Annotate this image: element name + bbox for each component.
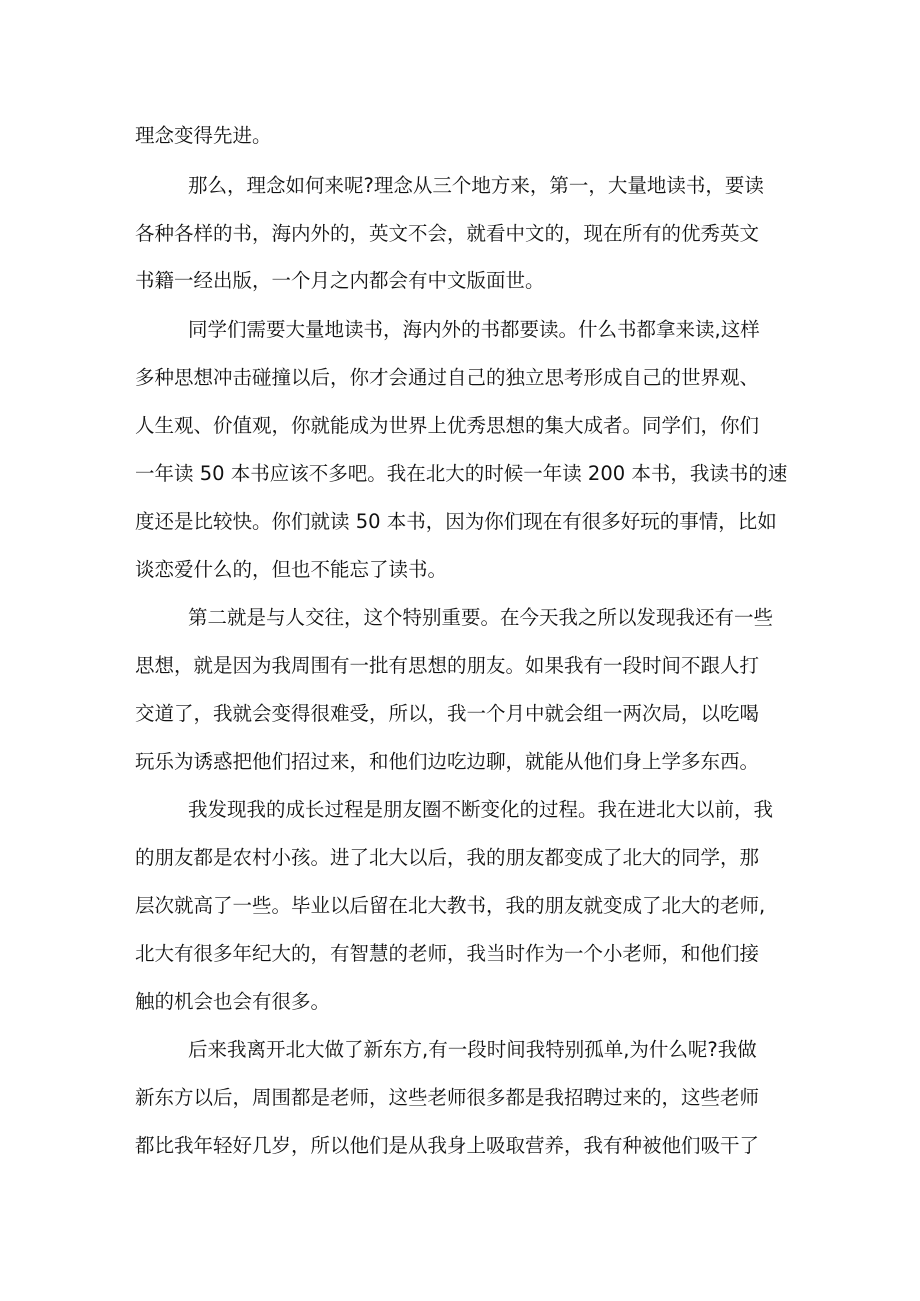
text-line: 各种各样的书，海内外的，英文不会，就看中文的，现在所有的优秀英文 [135, 222, 760, 245]
text-line: 一年读 50 本书应该不多吧。我在北大的时候一年读 200 本书，我读书的速 [135, 462, 788, 485]
text-line: 我发现我的成长过程是朋友圈不断变化的过程。我在进北大以前，我 [188, 798, 774, 821]
text-line: 后来我离开北大做了新东方,有一段时间我特别孤单,为什么呢?我做 [188, 1038, 757, 1061]
text-line: 多种思想冲击碰撞以后，你才会通过自己的独立思考形成自己的世界观、 [135, 366, 760, 389]
text-line: 人生观、价值观，你就能成为世界上优秀思想的集大成者。同学们，你们 [135, 414, 760, 437]
text-line: 都比我年轻好几岁，所以他们是从我身上吸取营养，我有种被他们吸干了 [135, 1134, 760, 1157]
text-line: 同学们需要大量地读书，海内外的书都要读。什么书都拿来读,这样 [188, 318, 760, 341]
text-line: 玩乐为诱惑把他们招过来，和他们边吃边聊，就能从他们身上学多东西。 [135, 750, 760, 773]
text-line: 书籍一经出版，一个月之内都会有中文版面世。 [135, 269, 545, 292]
text-line: 理念变得先进。 [135, 124, 272, 147]
text-line: 北大有很多年纪大的，有智慧的老师，我当时作为一个小老师，和他们接 [135, 942, 760, 965]
text-line: 新东方以后，周围都是老师，这些老师很多都是我招聘过来的，这些老师 [135, 1086, 760, 1109]
text-line: 交道了，我就会变得很难受，所以，我一个月中就会组一两次局，以吃喝 [135, 702, 760, 725]
text-line: 思想，就是因为我周围有一批有思想的朋友。如果我有一段时间不跟人打 [135, 654, 760, 677]
text-line: 那么，理念如何来呢?理念从三个地方来，第一，大量地读书，要读 [188, 174, 764, 197]
text-line: 的朋友都是农村小孩。进了北大以后，我的朋友都变成了北大的同学，那 [135, 846, 760, 869]
text-line: 第二就是与人交往，这个特别重要。在今天我之所以发现我还有一些 [188, 606, 774, 629]
text-line: 度还是比较快。你们就读 50 本书，因为你们现在有很多好玩的事情，比如 [135, 510, 777, 533]
text-line: 触的机会也会有很多。 [135, 990, 331, 1013]
text-line: 谈恋爱什么的，但也不能忘了读书。 [135, 558, 448, 581]
text-line: 层次就高了一些。毕业以后留在北大教书，我的朋友就变成了北大的老师, [135, 894, 766, 917]
